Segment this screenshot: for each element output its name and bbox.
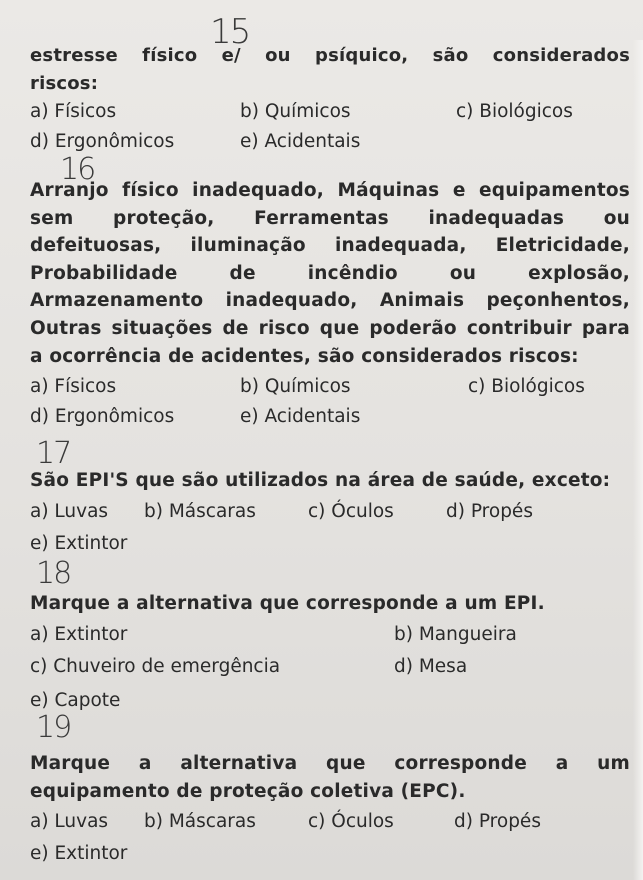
option-c[interactable]: c) Óculos [308, 500, 394, 522]
option-a[interactable]: a) Luvas [30, 500, 109, 522]
option-d[interactable]: d) Propés [454, 811, 541, 833]
question-18 [30, 590, 630, 720]
option-b[interactable]: b) Químicos [240, 101, 351, 123]
options-row-2 [30, 406, 630, 436]
question-16 [30, 177, 630, 436]
option-b[interactable]: b) Mangueira [394, 623, 517, 645]
option-e[interactable]: e) Acidentais [240, 131, 361, 153]
option-c[interactable]: c) Biológicos [456, 101, 573, 123]
option-a[interactable]: a) Luvas [30, 811, 109, 833]
options-row-1 [30, 811, 630, 841]
handwritten-page-number: 15 [210, 12, 250, 52]
options-row-2 [30, 656, 630, 686]
question-stem: Arranjo físico inadequado, Máquinas e equipamentos sem proteção, Ferramentas inadequadas ou defeituosas, iluminação inadequada, Eletricidade, Probabilidade de incêndio ou explosão, Armazenamento inadequado, Animais peçonhentos, Outras situações de risco que poderão contribuir para a ocorrência de acidentes, são considerados riscos: [30, 180, 630, 367]
option-a[interactable]: a) Extintor [30, 623, 128, 645]
option-d[interactable]: d) Ergonômicos [30, 406, 175, 428]
question-stem: Marque a alternativa que corresponde a um EPI. [30, 593, 545, 614]
option-a[interactable]: a) Físicos [30, 101, 117, 123]
handwritten-question-number: 19 [36, 710, 71, 745]
option-d[interactable]: d) Ergonômicos [30, 131, 175, 153]
option-e[interactable]: e) Capote [30, 689, 121, 711]
question-15 [30, 42, 630, 161]
question-17 [30, 467, 630, 563]
question-stem: São EPI'S que são utilizados na área de saúde, exceto: [30, 470, 611, 491]
question-19 [30, 750, 630, 873]
option-b[interactable]: b) Máscaras [144, 500, 256, 522]
options-row-1 [30, 376, 630, 406]
option-b[interactable]: b) Químicos [240, 376, 351, 398]
option-c[interactable]: c) Chuveiro de emergência [30, 655, 281, 677]
option-d[interactable]: d) Mesa [394, 655, 468, 677]
options-row-1 [30, 624, 630, 654]
options-row-1 [30, 101, 630, 131]
option-e[interactable]: e) Extintor [30, 843, 128, 865]
question-stem: Marque a alternativa que corresponde a um equipamento de proteção coletiva (EPC). [30, 753, 630, 802]
option-c[interactable]: c) Óculos [308, 811, 394, 833]
handwritten-question-number: 16 [60, 152, 95, 187]
handwritten-question-number: 17 [36, 436, 71, 471]
options-row-2 [30, 533, 630, 563]
option-d[interactable]: d) Propés [446, 500, 533, 522]
option-e[interactable]: e) Acidentais [240, 406, 361, 428]
options-row-3 [30, 690, 630, 720]
page-edge-shadow [633, 40, 643, 880]
options-row-2 [30, 131, 630, 161]
option-c[interactable]: c) Biológicos [468, 376, 585, 398]
option-e[interactable]: e) Extintor [30, 532, 128, 554]
question-stem: estresse físico e/ ou psíquico, são considerados riscos: [30, 45, 630, 94]
options-row-2 [30, 843, 630, 873]
option-b[interactable]: b) Máscaras [144, 811, 256, 833]
handwritten-question-number: 18 [36, 556, 71, 591]
option-a[interactable]: a) Físicos [30, 376, 117, 398]
options-row-1 [30, 501, 630, 531]
